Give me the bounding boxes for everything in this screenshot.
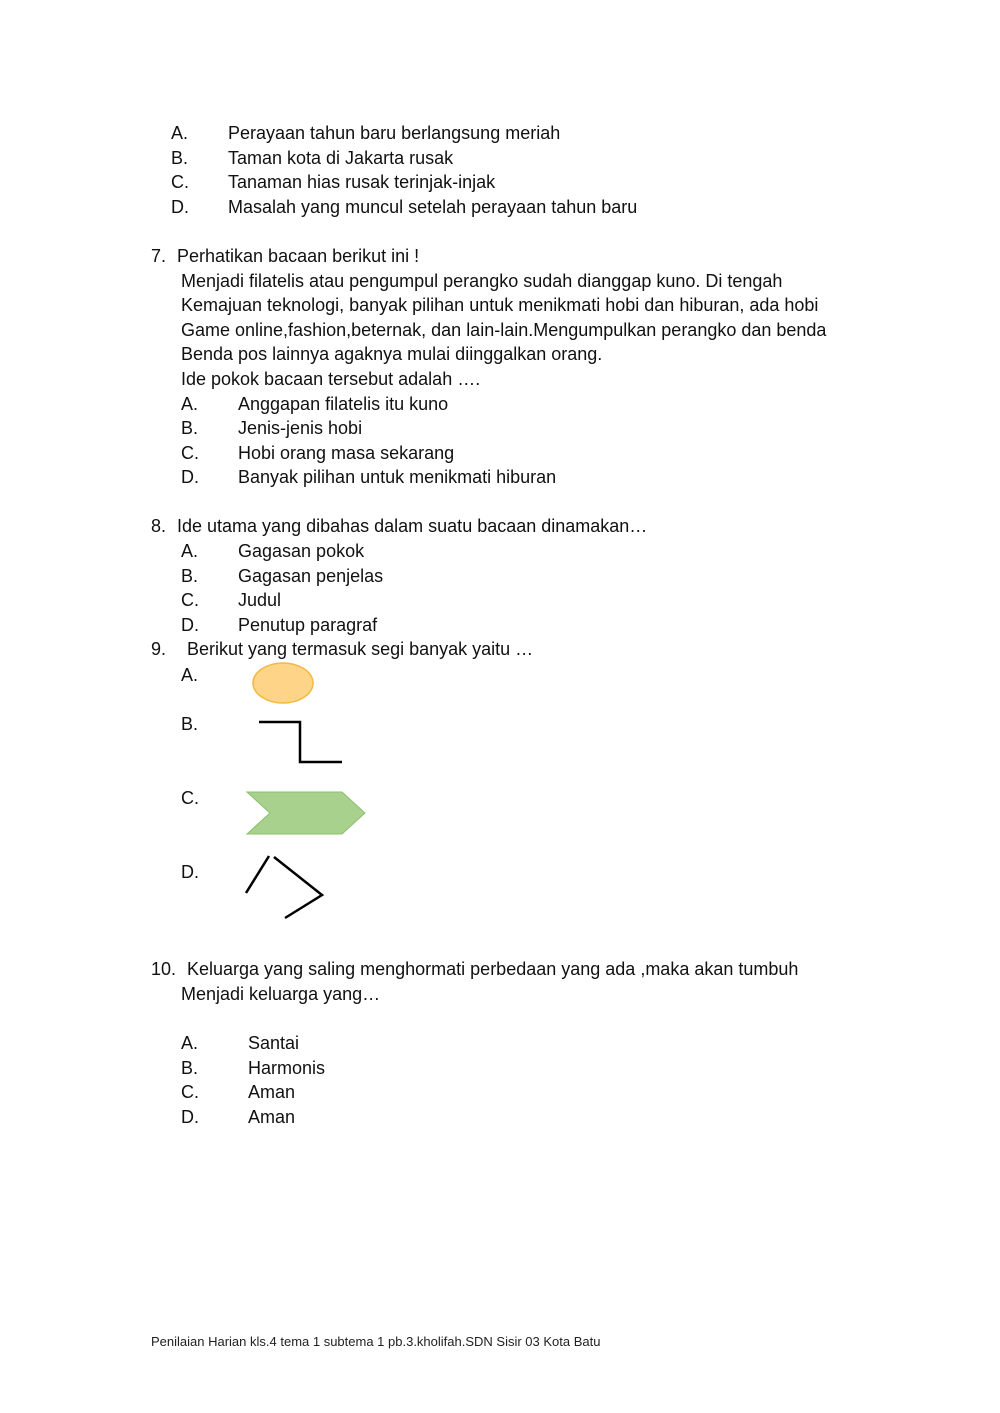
question-prompt: Keluarga yang saling menghormati perbedaan yang ada ,maka akan tumbuh (187, 959, 799, 979)
option-letter: D. (171, 197, 189, 217)
question-prompt-continued: Menjadi keluarga yang… (181, 984, 381, 1004)
chevron-shape (244, 789, 370, 839)
question-number: 7. (151, 246, 167, 266)
passage-line: Game online,fashion,beternak, dan lain-lain.Mengumpulkan perangko dan benda (181, 320, 827, 340)
option-letter: B. (181, 566, 199, 586)
option-letter: A. (181, 541, 199, 561)
option-letter: B. (181, 1058, 199, 1078)
question-prompt: Perhatikan bacaan berikut ini ! (177, 246, 420, 266)
option-letter: D. (181, 862, 199, 882)
option-text: Santai (248, 1033, 300, 1053)
page-footer: Penilaian Harian kls.4 tema 1 subtema 1 pb.3.kholifah.SDN Sisir 03 Kota Batu (151, 1334, 601, 1349)
question-number: 10. (151, 959, 177, 979)
option-text: Gagasan pokok (238, 541, 365, 561)
option-letter: C. (181, 788, 199, 808)
option-text: Anggapan filatelis itu kuno (238, 394, 449, 414)
option-letter: A. (181, 394, 199, 414)
question-number: 8. (151, 516, 167, 536)
option-letter: B. (181, 714, 199, 734)
question-text: Ide pokok bacaan tersebut adalah …. (181, 369, 481, 389)
option-text: Jenis-jenis hobi (238, 418, 363, 438)
option-letter: A. (181, 665, 199, 685)
option-letter: B. (171, 148, 189, 168)
option-letter: A. (181, 1033, 199, 1053)
passage-line: Benda pos lainnya agaknya mulai diinggalkan orang. (181, 344, 603, 364)
option-text: Penutup paragraf (238, 615, 378, 635)
option-text: Aman (248, 1107, 296, 1127)
option-letter: A. (171, 123, 189, 143)
passage-line: Menjadi filatelis atau pengumpul perangko sudah dianggap kuno. Di tengah (181, 271, 783, 291)
option-text: Aman (248, 1082, 296, 1102)
option-text: Hobi orang masa sekarang (238, 443, 455, 463)
option-text: Perayaan tahun baru berlangsung meriah (228, 123, 561, 143)
option-text: Harmonis (248, 1058, 326, 1078)
option-text: Judul (238, 590, 282, 610)
option-text: Gagasan penjelas (238, 566, 384, 586)
step-line-shape (256, 718, 346, 768)
option-letter: C. (171, 172, 189, 192)
option-letter: D. (181, 1107, 199, 1127)
option-letter: D. (181, 615, 199, 635)
option-text: Masalah yang muncul setelah perayaan tahun baru (228, 197, 638, 217)
option-text: Taman kota di Jakarta rusak (228, 148, 454, 168)
option-letter: C. (181, 1082, 199, 1102)
option-letter: C. (181, 590, 199, 610)
passage-line: Kemajuan teknologi, banyak pilihan untuk menikmati hobi dan hiburan, ada hobi (181, 295, 819, 315)
question-number: 9. (151, 639, 167, 659)
option-text: Banyak pilihan untuk menikmati hiburan (238, 467, 557, 487)
question-prompt: Berikut yang termasuk segi banyak yaitu … (187, 639, 534, 659)
ellipse-shape (250, 661, 316, 705)
option-letter: C. (181, 443, 199, 463)
open-polyline-shape (240, 851, 330, 923)
question-prompt: Ide utama yang dibahas dalam suatu bacaan dinamakan… (177, 516, 648, 536)
option-text: Tanaman hias rusak terinjak-injak (228, 172, 496, 192)
option-letter: B. (181, 418, 199, 438)
option-letter: D. (181, 467, 199, 487)
